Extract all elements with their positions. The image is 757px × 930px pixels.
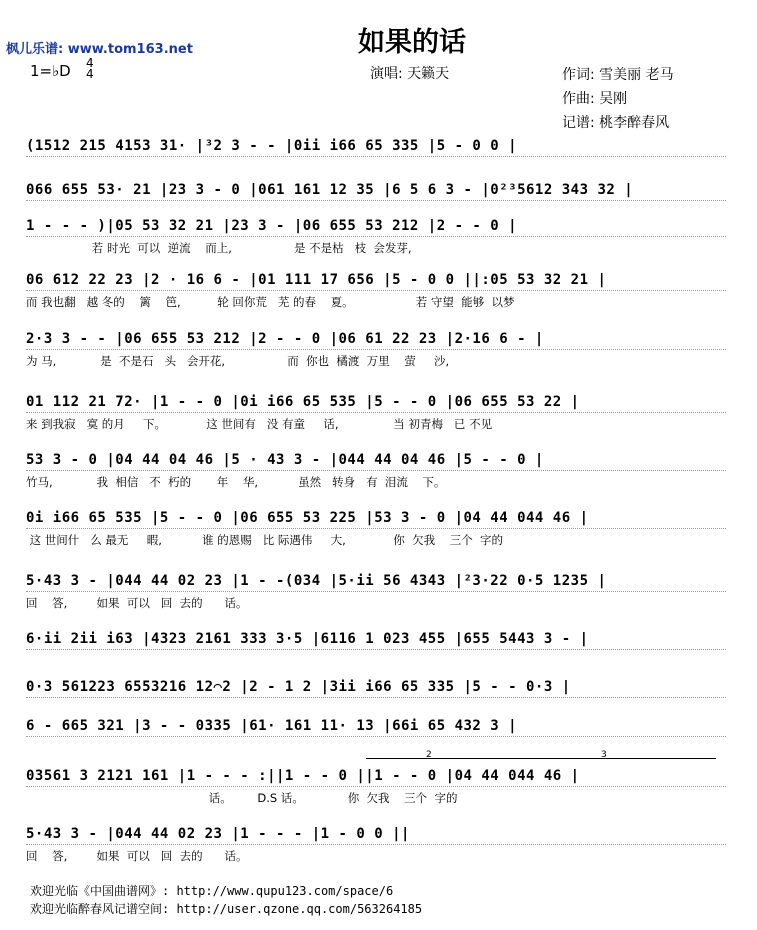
transcriber-credit: 记谱: 桃李醉春风 [562, 115, 670, 131]
key-signature: 1=♭D [30, 62, 71, 80]
time-bottom: 4 [86, 67, 94, 81]
lyrics-line: 回 答, 如果 可以 回 去的 话。 [26, 596, 248, 610]
singer-credit: 演唱: 天籁天 [370, 66, 450, 82]
beam-line [26, 236, 726, 237]
beam-line [26, 528, 726, 529]
beam-line [26, 697, 726, 698]
beam-line [26, 786, 726, 787]
score-row [26, 331, 732, 389]
beam-line [26, 412, 726, 413]
score-row [26, 218, 732, 276]
composer-credit: 作曲: 吴刚 [562, 91, 628, 107]
score-row [26, 826, 732, 884]
beam-line [26, 470, 726, 471]
beam-line [26, 349, 726, 350]
lyrics-line: 而 我也翻 越 冬的 篱 笆, 轮 回你荒 芜 的春 夏。 若 守望 能够 以梦 [26, 295, 515, 309]
notation-line: 01 112 21 72· |1 - - 0 |0i i66 65 535 |5 - - 0 |06 655 53 22 | [26, 394, 580, 410]
notation-line: 5·43 3 - |044 44 02 23 |1 - -(034 |5·ii 56 4343 |²3·22 0·5 1235 | [26, 573, 607, 589]
lyrics-line: 若 时光 可以 逆流 而上, 是 不是枯 枝 会发芽, [26, 241, 412, 255]
notation-line: 0·3 561223 6553216 12⌒2 |2 - 1 2 |3ii i66 65 335 |5 - - 0·3 | [26, 679, 571, 695]
lyrics-line: 这 世间什 么 最无 暇, 谁 的恩赐 比 际遇伟 大, 你 欠我 三个 字的 [26, 533, 504, 547]
time-top: 4 [86, 56, 94, 70]
beam-line [26, 200, 726, 201]
lyrics-line: 回 答, 如果 可以 回 去的 话。 [26, 849, 248, 863]
score-row [26, 510, 732, 568]
footer-line-1: 欢迎光临《中国曲谱网》: http://www.qupu123.com/space/6 [30, 884, 394, 898]
lyrics-line: 来 到我寂 寞 的月 下。 这 世间有 没 有童 话, 当 初青梅 已 不见 [26, 417, 493, 431]
footer-line-2: 欢迎光临醉春风记谱空间: http://user.qzone.qq.com/563264185 [30, 902, 423, 916]
lyrics-line: 竹马, 我 相信 不 朽的 年 华, 虽然 转身 有 泪流 下。 [26, 475, 446, 489]
notation-line: 0i i66 65 535 |5 - - 0 |06 655 53 225 |53 3 - 0 |04 44 044 46 | [26, 510, 589, 526]
footer [30, 882, 422, 918]
song-title: 如果的话 [358, 27, 466, 58]
site-watermark: 枫儿乐谱: www.tom163.net [6, 42, 193, 57]
beam-line [26, 290, 726, 291]
notation-line: 6·ii 2ii i63 |4323 2161 333 3·5 |6116 1 023 455 |655 5443 3 - | [26, 631, 589, 647]
volta-number: 2 [426, 750, 432, 760]
notation-line: 066 655 53· 21 |23 3 - 0 |061 161 12 35 |6 5 6 3 - |0²³5612 343 32 | [26, 182, 634, 198]
time-signature [86, 58, 94, 80]
credits-block [562, 63, 674, 135]
notation-line: 5·43 3 - |044 44 02 23 |1 - - - |1 - 0 0 || [26, 826, 410, 842]
notation-line: 1 - - - )|05 53 32 21 |23 3 - |06 655 53 212 |2 - - 0 | [26, 218, 518, 234]
lyrics-line: 为 马, 是 不是石 头 会开花, 而 你也 橘渡 万里 萤 沙, [26, 354, 450, 368]
score-row [26, 750, 732, 826]
notation-line: 53 3 - 0 |04 44 04 46 |5 · 43 3 - |044 44 04 46 |5 - - 0 | [26, 452, 544, 468]
volta-bracket [366, 750, 486, 760]
score-row [26, 394, 732, 452]
beam-line [26, 591, 726, 592]
score-row [26, 272, 732, 330]
beam-line [26, 156, 726, 157]
beam-line [26, 736, 726, 737]
notation-line: 03561 3 2121 161 |1 - - - :||1 - - 0 ||1 - - 0 |04 44 044 46 | [26, 768, 580, 784]
beam-line [26, 844, 726, 845]
volta-number: 3 [601, 750, 607, 760]
notation-line: 2·3 3 - - |06 655 53 212 |2 - - 0 |06 61 22 23 |2·16 6 - | [26, 331, 544, 347]
lyrics-line: 话。 D.S 话。 你 欠我 三个 字的 [26, 791, 458, 805]
notation-line: 06 612 22 23 |2 · 16 6 - |01 111 17 656 |5 - 0 0 ||:05 53 32 21 | [26, 272, 607, 288]
lyricist-credit: 作词: 雪美丽 老马 [562, 67, 674, 83]
score-row [26, 452, 732, 510]
beam-line [26, 649, 726, 650]
notation-line: 6 - 665 321 |3 - - 0335 |61· 161 11· 13 |66i 65 432 3 | [26, 718, 518, 734]
volta-bracket [486, 750, 716, 760]
notation-line: (1512 215 4153 31· |³2 3 - - |0ii i66 65 335 |5 - 0 0 | [26, 138, 518, 154]
score-row [26, 573, 732, 631]
